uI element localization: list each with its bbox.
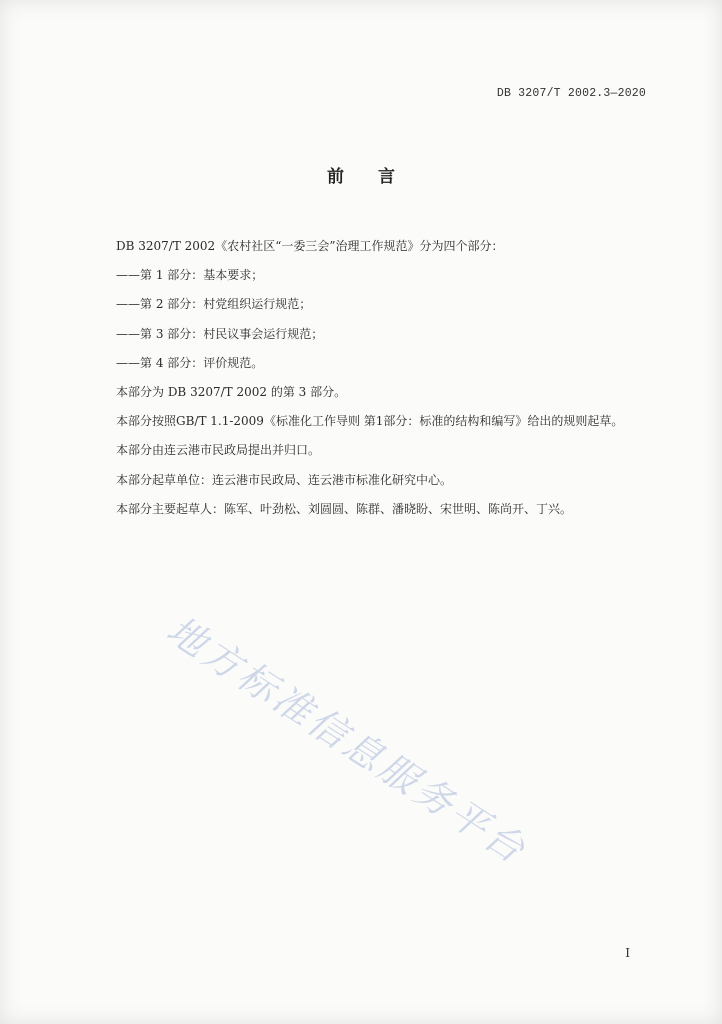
foreword-body: [116, 232, 676, 524]
paragraph-drafting-rules: 本部分按照GB/T 1.1-2009《标准化工作导则 第1部分：标准的结构和编写》给出的规则起草。: [116, 414, 624, 429]
list-item-part-4: ——第 4 部分：评价规范。: [116, 355, 264, 370]
paragraph-drafters: 本部分主要起草人：陈军、叶劲松、刘圆圆、陈群、潘晓盼、宋世明、陈尚开、丁兴。: [116, 501, 573, 516]
page-title: 前 言: [327, 167, 409, 187]
paragraph-intro: DB 3207/T 2002《农村社区“一委三会”治理工作规范》分为四个部分：: [116, 239, 504, 253]
paragraph-drafting-units: 本部分起草单位：连云港市民政局、连云港市标准化研究中心。: [116, 472, 453, 487]
list-item-part-2: ——第 2 部分：村党组织运行规范；: [116, 297, 312, 312]
list-item-part-3: ——第 3 部分：村民议事会运行规范；: [116, 326, 324, 341]
list-item-part-1: ——第 1 部分：基本要求；: [116, 268, 264, 283]
page-number: I: [625, 946, 630, 960]
document-code: DB 3207/T 2002.3—2020: [496, 87, 646, 100]
paragraph-this-part: 本部分为 DB 3207/T 2002 的第 3 部分。: [116, 384, 347, 399]
watermark: 地方标准信息服务平台: [159, 607, 536, 874]
paragraph-proposer: 本部分由连云港市民政局提出并归口。: [116, 443, 321, 458]
